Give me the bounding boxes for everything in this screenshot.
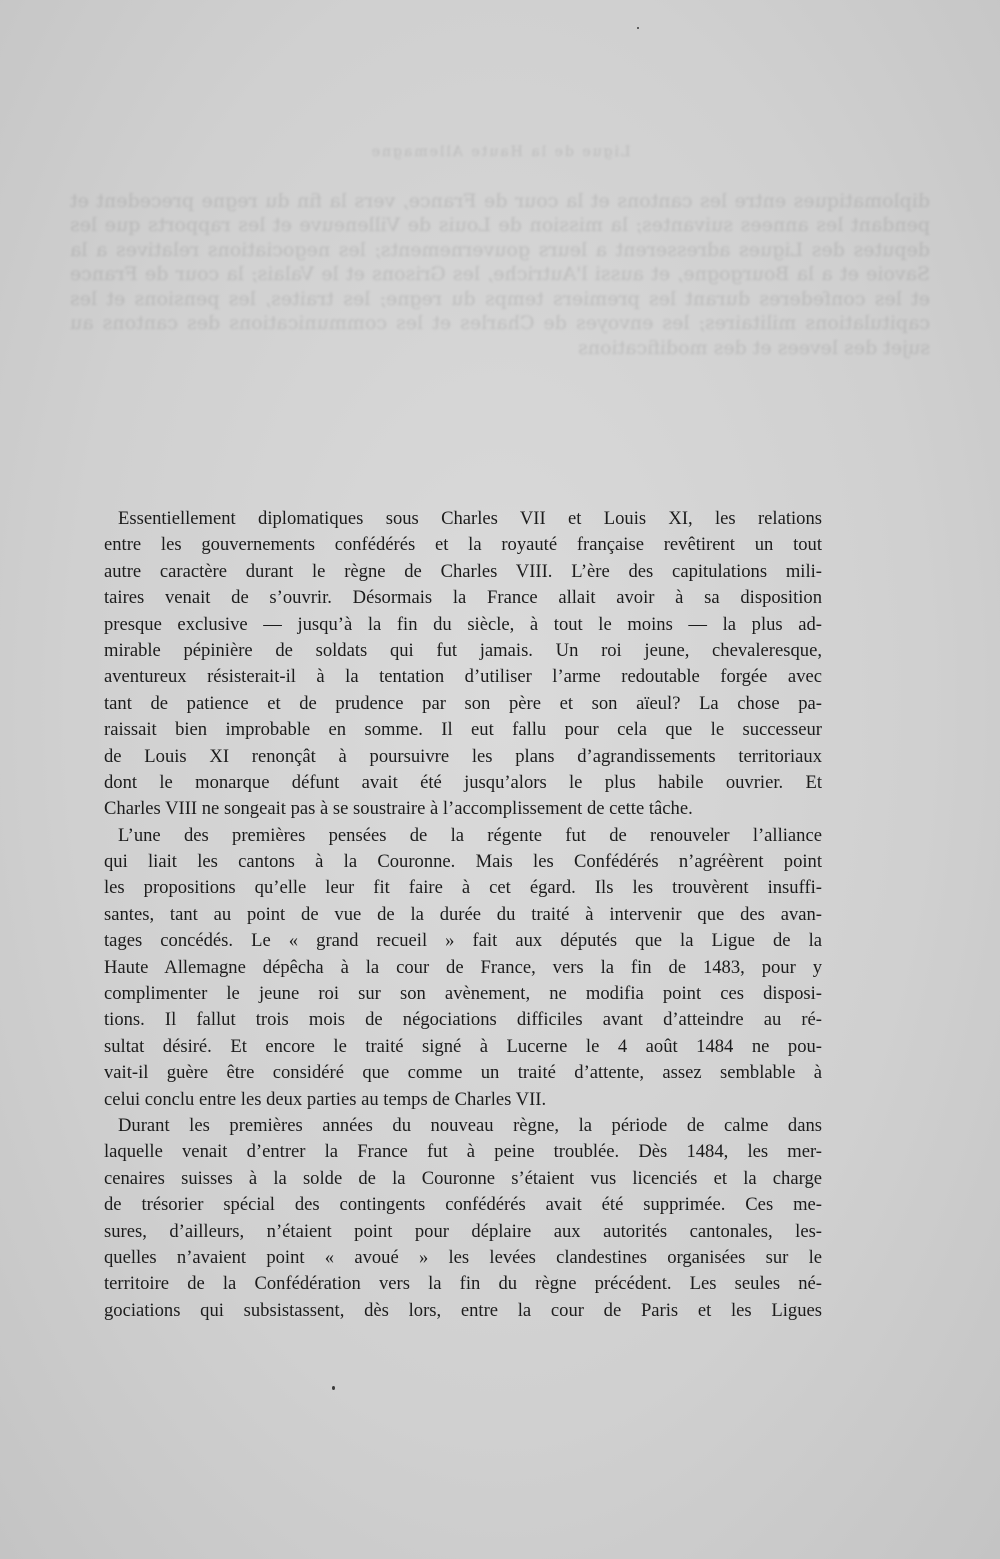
text-line: qui liait les cantons à la Couronne. Mais les Confédérés n’agréèrent point <box>104 851 822 873</box>
text-line: santes, tant au point de vue de la durée du traité à intervenir que des avan- <box>104 903 822 925</box>
text-line: dont le monarque défunt avait été jusqu’alors le plus habile ouvrier. Et <box>104 771 822 793</box>
bleed-through-text <box>70 140 930 510</box>
text-line: mirable pépinière de soldats qui fut jamais. Un roi jeune, chevaleresque, <box>104 639 822 661</box>
text-line: presque exclusive — jusqu’à la fin du siècle, à tout le moins — la plus ad- <box>104 613 822 635</box>
text-line: de trésorier spécial des contingents confédérés avait été supprimée. Ces me- <box>104 1194 822 1216</box>
text-line: taires venait de s’ouvrir. Désormais la France allait avoir à sa disposition <box>104 587 822 609</box>
text-line: Haute Allemagne dépêcha à la cour de France, vers la fin de 1483, pour y <box>104 956 822 978</box>
text-line: raissait bien improbable en somme. Il eut fallu pour cela que le successeur <box>104 719 822 741</box>
text-line: gociations qui subsistassent, dès lors, entre la cour de Paris et les Ligues <box>104 1299 822 1321</box>
text-line: tions. Il fallut trois mois de négociations difficiles avant d’atteindre au ré- <box>104 1009 822 1031</box>
text-line: tages concédés. Le « grand recueil » fait aux députés que la Ligue de la <box>104 930 822 952</box>
text-line: celui conclu entre les deux parties au temps de Charles VII. <box>104 1088 547 1110</box>
main-text-block <box>104 506 822 1324</box>
ink-speck <box>332 1386 335 1390</box>
text-line: les propositions qu’elle leur fit faire à cet égard. Ils les trouvèrent insuffi- <box>104 877 822 899</box>
text-line: quelles n’avaient point « avoué » les levées clandestines organisées sur le <box>104 1246 822 1268</box>
bleed-through-body: diplomatiques entre les cantons et la cour de France, vers la fin du regne precedent et pendant les annees suivantes; la mission de Louis de Villeneuve et les rapports que les deputes des Ligues adresserent a leurs gouvernements; les negociations relatives a la Savoie et a la Bourgogne, et aussi l'Autriche, les Grisons et le Valais; la cour de France et les confederes durant les premiers temps du regne; les traites, les pensions et les capitulations militaires; les envoyes de Charles et les communications des cantons au sujet des levees et des modifications <box>70 189 930 359</box>
text-line: tant de patience et de prudence par son père et son aïeul? La chose pa- <box>104 692 822 714</box>
text-line: complimenter le jeune roi sur son avènement, ne modifia point ces disposi- <box>104 983 822 1005</box>
text-line: autre caractère durant le règne de Charles VIII. L’ère des capitulations mili- <box>104 560 822 582</box>
text-line: vait-il guère être considéré que comme un traité d’attente, assez semblable à <box>104 1062 822 1084</box>
text-line: Durant les premières années du nouveau règne, la période de calme dans <box>118 1114 822 1136</box>
text-line: entre les gouvernements confédérés et la royauté française revêtirent un tout <box>104 534 822 556</box>
text-line: sultat désiré. Et encore le traité signé à Lucerne le 4 août 1484 ne pou- <box>104 1035 822 1057</box>
text-line: laquelle venait d’entrer la France fut à peine troublée. Dès 1484, les mer- <box>104 1141 822 1163</box>
text-line: territoire de la Confédération vers la fin du règne précédent. Les seules né- <box>104 1273 822 1295</box>
text-line: Charles VIII ne songeait pas à se soustraire à l’accomplissement de cette tâche. <box>104 798 693 820</box>
text-line: L’une des premières pensées de la régente fut de renouveler l’alliance <box>118 824 822 846</box>
text-line: cenaires suisses à la solde de la Couronne s’étaient vus licenciés et la charge <box>104 1167 822 1189</box>
ink-speck <box>637 27 639 29</box>
text-line: Essentiellement diplomatiques sous Charles VII et Louis XI, les relations <box>118 508 822 529</box>
text-line: sures, d’ailleurs, n’étaient point pour déplaire aux autorités cantonales, les- <box>104 1220 822 1242</box>
text-line: de Louis XI renonçât à poursuivre les plans d’agrandissements territoriaux <box>104 745 822 767</box>
text-line: aventureux résisterait-il à la tentation d’utiliser l’arme redoutable forgée avec <box>104 666 822 688</box>
bleed-through-header: Ligue de la Haute Allemagne <box>369 144 631 160</box>
